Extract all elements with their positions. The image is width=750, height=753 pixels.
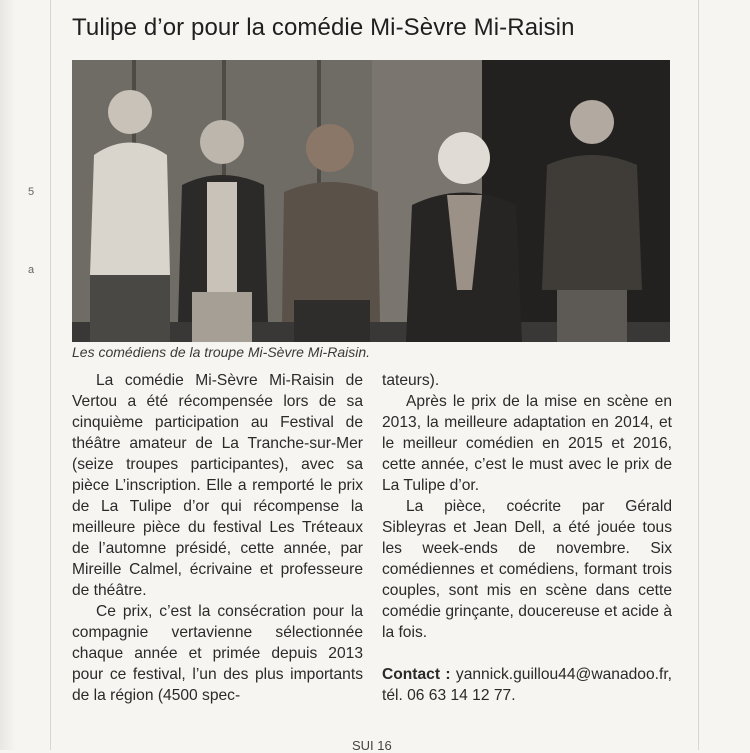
contact-label: Contact : [382,666,451,683]
column-rule [50,0,51,750]
contact-line [382,664,672,706]
page-edge [0,0,16,750]
body-paragraph: Ce prix, c’est la consécration pour la compagnie vertavienne sélectionnée chaque année et primée depuis 2013 pour ce festival, l’un des plus importants de la région (4500 spec- [72,603,363,704]
column-rule [698,0,699,750]
body-paragraph: Après le prix de la mise en scène en 2013, la meilleure adaptation en 2014, et le meilleur comédien en 2015 et 2016, cette année, c’est le must avec le prix de La Tulipe d’or. [382,393,672,494]
troupe-photo-image [72,60,670,342]
margin-mark: a [28,264,35,276]
text-column-right [382,370,672,706]
margin-mark: 5 [28,186,35,198]
text-column-left [72,370,363,706]
body-paragraph: La pièce, coécrite par Gérald Sibleyras et Jean Dell, a été jouée tous les week-ends de novembre. Six comédiennes et comédiens, formant trois couples, sont mis en scène dans cette comédie grinçante, doucereuse et acide à la fois. [382,498,672,641]
article-title: Tulipe d’or pour la comédie Mi-Sèvre Mi-Raisin [72,14,575,41]
article-photo [72,60,670,342]
contact-details: yannick.guillou44@wanadoo.fr, tél. 06 63 14 12 77. [382,666,672,704]
body-paragraph: La comédie Mi-Sèvre Mi-Raisin de Vertou a été récompensée lors de sa cinquième participation au Festival de théâtre amateur de La Tranche-sur-Mer (seize troupes participantes), avec sa pièce L’inscription. Elle a remporté le prix de La Tulipe d’or qui récompense la meilleure pièce du festival Les Tréteaux de l’automne présidé, cette année, par Mireille Calmel, écrivaine et professeure de théâtre. [72,372,363,599]
photo-caption: Les comédiens de la troupe Mi-Sèvre Mi-Raisin. [72,344,371,360]
page-footer-mark: SUI 16 [352,738,392,753]
body-continuation: tateurs). [382,372,440,389]
